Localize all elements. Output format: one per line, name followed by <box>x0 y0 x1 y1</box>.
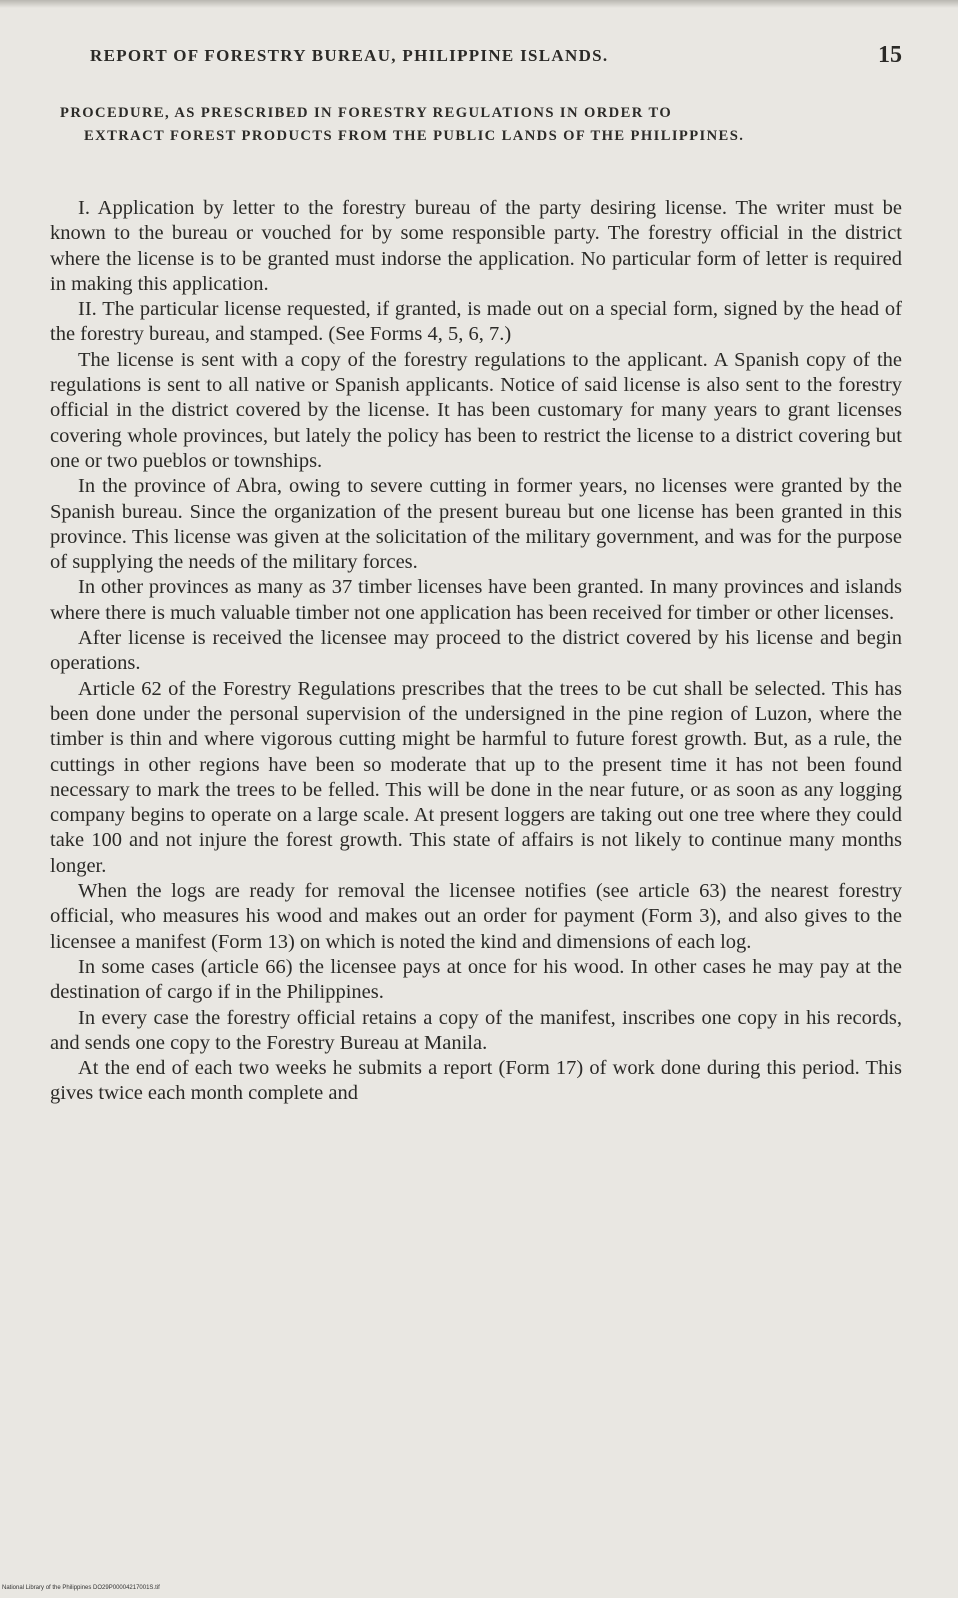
section-heading <box>60 102 902 148</box>
paragraph-begin-operations: After license is received the licensee may proceed to the district covered by his license and begin operations. <box>50 627 902 675</box>
section-heading-line-2: EXTRACT FOREST PRODUCTS FROM THE PUBLIC LANDS OF THE PHILIPPINES. <box>84 128 745 144</box>
running-title: REPORT OF FORESTRY BUREAU, PHILIPPINE ISLANDS. <box>90 46 609 65</box>
scan-edge <box>0 0 958 8</box>
paragraph-logs-removal: When the logs are ready for removal the licensee notifies (see article 63) the nearest forestry official, who measures his wood and makes out an order for payment (Form 3), and also gives to the licensee a manifest (Form 13) on which is noted the kind and dimensions of each log. <box>50 880 902 953</box>
paragraph-article-62: Article 62 of the Forestry Regulations prescribes that the trees to be cut shall be selected. This has been done under the personal supervision of the undersigned in the pine region of Luzon, where the timber is thin and where vigorous cutting might be harmful to future forest growth. But, as a rule, the cuttings in other regions have been so moderate that up to the present time it has not been found necessary to mark the trees to be felled. This will be done in the near future, or as soon as any logging company begins to operate on a large scale. At present loggers are taking out one tree where they could take 100 and not injure the forest growth. This state of affairs is not likely to continue many months longer. <box>50 677 902 877</box>
paragraph-abra: In the province of Abra, owing to severe cutting in former years, no licenses were granted by the Spanish bureau. Since the organization of the present bureau but one license has been granted in this province. This license was given at the solicitation of the military government, and was for the purpose of supplying the needs of the military forces. <box>50 475 902 574</box>
section-heading-line-1: PROCEDURE, AS PRESCRIBED IN FORESTRY REGULATIONS IN ORDER TO <box>60 105 673 121</box>
paragraph-application: I. Application by letter to the forestry bureau of the party desiring license. The writer must be known to the bureau or vouched for by some responsible party. The forestry official in the district where the license is to be granted must indorse the application. No particular form of letter is required in making this application. <box>50 197 902 295</box>
archive-footer-note: National Library of the Philippines DO29P00004217001S.tif <box>2 1585 160 1591</box>
paragraph-license-form: II. The particular license requested, if granted, is made out on a special form, signed by the head of the forestry bureau, and stamped. (See Forms 4, 5, 6, 7.) <box>50 298 902 346</box>
paragraph-other-provinces: In other provinces as many as 37 timber licenses have been granted. In many provinces and islands where there is much valuable timber not one application has been received for timber or other licenses. <box>50 576 902 624</box>
paragraph-manifest: In every case the forestry official retains a copy of the manifest, inscribes one copy in his records, and sends one copy to the Forestry Bureau at Manila. <box>50 1006 902 1054</box>
paragraph-report: At the end of each two weeks he submits a report (Form 17) of work done during this period. This gives twice each month complete and <box>50 1057 902 1105</box>
body-text <box>50 196 902 1107</box>
paragraph-payment: In some cases (article 66) the licensee pays at once for his wood. In other cases he may pay at the destination of cargo if in the Philippines. <box>50 955 902 1004</box>
page-number: 15 <box>878 42 902 68</box>
paragraph-license-sent: The license is sent with a copy of the forestry regulations to the applicant. A Spanish copy of the regulations is sent to all native or Spanish applicants. Notice of said license is also sent to the forestry official in the district covered by the license. It has been customary for many years to grant licenses covering whole provinces, but lately the policy has been to restrict the license to a district covering but one or two pueblos or townships. <box>50 348 902 472</box>
